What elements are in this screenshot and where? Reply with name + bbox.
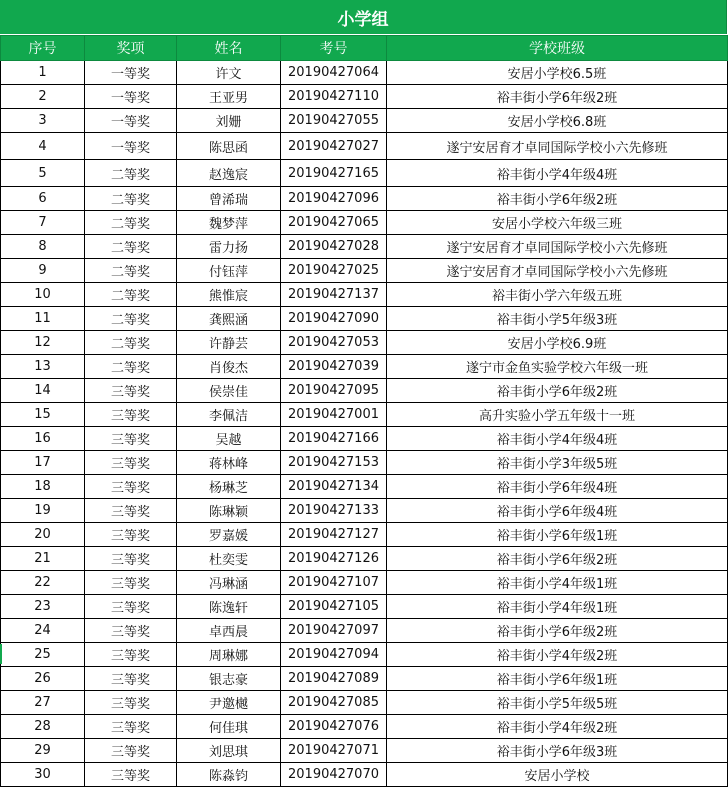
cell-name[interactable]: 杜奕雯 [177, 547, 281, 571]
table-row [1, 691, 728, 715]
cell-name[interactable]: 吴越 [177, 427, 281, 451]
cell-index[interactable]: 20 [1, 523, 85, 547]
cell-name[interactable]: 付钰萍 [177, 259, 281, 283]
cell-exam-number[interactable]: 20190427039 [281, 355, 387, 379]
cell-school-class[interactable]: 安居小学校六年级三班 [387, 211, 728, 235]
cell-award[interactable]: 三等奖 [85, 451, 177, 475]
cell-award[interactable]: 三等奖 [85, 595, 177, 619]
table-row [1, 547, 728, 571]
table-row [1, 307, 728, 331]
cell-exam-number[interactable]: 20190427055 [281, 109, 387, 133]
cell-exam-number[interactable]: 20190427085 [281, 691, 387, 715]
cell-exam-number[interactable]: 20190427105 [281, 595, 387, 619]
cell-index[interactable]: 6 [1, 187, 85, 211]
cell-exam-number[interactable]: 20190427137 [281, 283, 387, 307]
cell-index[interactable]: 5 [1, 160, 85, 187]
cell-index[interactable]: 14 [1, 379, 85, 403]
cell-exam-number[interactable]: 20190427071 [281, 739, 387, 763]
header-cell-award[interactable]: 奖项 [85, 36, 177, 61]
cell-name[interactable]: 杨琳芝 [177, 475, 281, 499]
cell-award[interactable]: 二等奖 [85, 187, 177, 211]
cell-exam-number[interactable]: 20190427166 [281, 427, 387, 451]
cell-school-class[interactable]: 高升实验小学五年级十一班 [387, 403, 728, 427]
table-row [1, 259, 728, 283]
cell-school-class[interactable]: 安居小学校 [387, 763, 728, 787]
cell-index[interactable]: 30 [1, 763, 85, 787]
cell-index[interactable]: 12 [1, 331, 85, 355]
cell-award[interactable]: 三等奖 [85, 571, 177, 595]
cell-name[interactable]: 魏梦萍 [177, 211, 281, 235]
cell-school-class[interactable]: 裕丰街小学5年级3班 [387, 307, 728, 331]
cell-index[interactable]: 19 [1, 499, 85, 523]
cell-award[interactable]: 三等奖 [85, 619, 177, 643]
cell-name[interactable]: 刘思琪 [177, 739, 281, 763]
cell-school-class[interactable]: 安居小学校6.5班 [387, 61, 728, 85]
cell-school-class[interactable]: 裕丰街小学6年级1班 [387, 667, 728, 691]
table-row [1, 160, 728, 187]
cell-index[interactable]: 21 [1, 547, 85, 571]
table-row [1, 331, 728, 355]
cell-exam-number[interactable]: 20190427065 [281, 211, 387, 235]
cell-index[interactable]: 10 [1, 283, 85, 307]
cell-name[interactable]: 陈思函 [177, 133, 281, 160]
cell-name[interactable]: 冯琳涵 [177, 571, 281, 595]
cell-award[interactable]: 三等奖 [85, 691, 177, 715]
cell-school-class[interactable]: 安居小学校6.9班 [387, 331, 728, 355]
cell-award[interactable]: 二等奖 [85, 160, 177, 187]
cell-index[interactable]: 3 [1, 109, 85, 133]
cell-award[interactable]: 三等奖 [85, 523, 177, 547]
cell-exam-number[interactable]: 20190427001 [281, 403, 387, 427]
cell-school-class[interactable]: 裕丰街小学5年级5班 [387, 691, 728, 715]
cell-exam-number[interactable]: 20190427153 [281, 451, 387, 475]
cell-index[interactable]: 4 [1, 133, 85, 160]
header-cell-index[interactable]: 序号 [1, 36, 85, 61]
header-cell-school-class[interactable]: 学校班级 [387, 36, 728, 61]
cell-exam-number[interactable]: 20190427096 [281, 187, 387, 211]
cell-award[interactable]: 三等奖 [85, 427, 177, 451]
cell-award[interactable]: 二等奖 [85, 211, 177, 235]
cell-award[interactable]: 二等奖 [85, 355, 177, 379]
cell-school-class[interactable]: 遂宁市金鱼实验学校六年级一班 [387, 355, 728, 379]
cell-school-class[interactable]: 裕丰街小学4年级4班 [387, 427, 728, 451]
table-row [1, 355, 728, 379]
cell-name[interactable]: 尹邀樾 [177, 691, 281, 715]
cell-exam-number[interactable]: 20190427107 [281, 571, 387, 595]
table-row [1, 739, 728, 763]
cell-school-class[interactable]: 裕丰街小学4年级4班 [387, 160, 728, 187]
cell-index[interactable]: 22 [1, 571, 85, 595]
cell-award[interactable]: 一等奖 [85, 61, 177, 85]
cell-index[interactable]: 2 [1, 85, 85, 109]
cell-exam-number[interactable]: 20190427070 [281, 763, 387, 787]
cell-name[interactable]: 许文 [177, 61, 281, 85]
cell-name[interactable]: 周琳娜 [177, 643, 281, 667]
cell-award[interactable]: 二等奖 [85, 331, 177, 355]
cell-school-class[interactable]: 裕丰街小学6年级2班 [387, 619, 728, 643]
cell-index[interactable]: 17 [1, 451, 85, 475]
cell-name[interactable]: 曾浠瑞 [177, 187, 281, 211]
header-cell-exam-number[interactable]: 考号 [281, 36, 387, 61]
cell-award[interactable]: 二等奖 [85, 235, 177, 259]
cell-school-class[interactable]: 裕丰街小学4年级1班 [387, 595, 728, 619]
cell-school-class[interactable]: 裕丰街小学3年级5班 [387, 451, 728, 475]
cell-name[interactable]: 肖俊杰 [177, 355, 281, 379]
cell-name[interactable]: 刘姗 [177, 109, 281, 133]
results-table [0, 35, 728, 787]
cell-award[interactable]: 三等奖 [85, 499, 177, 523]
cell-award[interactable]: 三等奖 [85, 667, 177, 691]
cell-school-class[interactable]: 裕丰街小学4年级2班 [387, 715, 728, 739]
cell-name[interactable]: 赵逸宸 [177, 160, 281, 187]
cell-award[interactable]: 三等奖 [85, 475, 177, 499]
table-row [1, 571, 728, 595]
cell-name[interactable]: 陈逸轩 [177, 595, 281, 619]
cell-school-class[interactable]: 裕丰街小学6年级2班 [387, 379, 728, 403]
cell-index[interactable]: 16 [1, 427, 85, 451]
cell-name[interactable]: 王亚男 [177, 85, 281, 109]
cell-name[interactable]: 卓西晨 [177, 619, 281, 643]
cell-name[interactable]: 陈琳颖 [177, 499, 281, 523]
cell-school-class[interactable]: 裕丰街小学6年级3班 [387, 739, 728, 763]
cell-award[interactable]: 三等奖 [85, 715, 177, 739]
table-row [1, 211, 728, 235]
table-body [1, 61, 728, 787]
table-row [1, 187, 728, 211]
cell-index[interactable]: 11 [1, 307, 85, 331]
cell-exam-number[interactable]: 20190427097 [281, 619, 387, 643]
sheet-title[interactable]: 小学组 [0, 0, 727, 34]
table-row [1, 85, 728, 109]
cell-award[interactable]: 三等奖 [85, 547, 177, 571]
table-row [1, 595, 728, 619]
header-cell-name[interactable]: 姓名 [177, 36, 281, 61]
cell-index[interactable]: 7 [1, 211, 85, 235]
cell-school-class[interactable]: 遂宁安居育才卓同国际学校小六先修班 [387, 133, 728, 160]
cell-index[interactable]: 15 [1, 403, 85, 427]
cell-index[interactable]: 8 [1, 235, 85, 259]
cell-school-class[interactable]: 裕丰街小学6年级4班 [387, 475, 728, 499]
cell-award[interactable]: 三等奖 [85, 379, 177, 403]
table-row [1, 763, 728, 787]
cell-exam-number[interactable]: 20190427095 [281, 379, 387, 403]
table-row [1, 109, 728, 133]
cell-school-class[interactable]: 裕丰街小学6年级2班 [387, 547, 728, 571]
cell-name[interactable]: 许静芸 [177, 331, 281, 355]
table-row [1, 427, 728, 451]
cell-index[interactable]: 23 [1, 595, 85, 619]
table-row [1, 451, 728, 475]
cell-name[interactable]: 侯崇佳 [177, 379, 281, 403]
table-row [1, 133, 728, 160]
cell-exam-number[interactable]: 20190427027 [281, 133, 387, 160]
cell-award[interactable]: 三等奖 [85, 403, 177, 427]
cell-school-class[interactable]: 裕丰街小学6年级1班 [387, 523, 728, 547]
table-row [1, 283, 728, 307]
cell-school-class[interactable]: 遂宁安居育才卓同国际学校小六先修班 [387, 259, 728, 283]
cell-exam-number[interactable]: 20190427064 [281, 61, 387, 85]
cell-index[interactable]: 27 [1, 691, 85, 715]
cell-award[interactable]: 三等奖 [85, 739, 177, 763]
cell-index[interactable]: 9 [1, 259, 85, 283]
cell-name[interactable]: 熊惟宸 [177, 283, 281, 307]
cell-name[interactable]: 李佩洁 [177, 403, 281, 427]
cell-exam-number[interactable]: 20190427053 [281, 331, 387, 355]
cell-award[interactable]: 二等奖 [85, 259, 177, 283]
cell-name[interactable]: 蒋林峰 [177, 451, 281, 475]
cell-exam-number[interactable]: 20190427127 [281, 523, 387, 547]
table-row [1, 619, 728, 643]
cell-award[interactable]: 三等奖 [85, 763, 177, 787]
cell-index[interactable]: 26 [1, 667, 85, 691]
cell-exam-number[interactable]: 20190427165 [281, 160, 387, 187]
cell-name[interactable]: 龚熙涵 [177, 307, 281, 331]
cell-exam-number[interactable]: 20190427110 [281, 85, 387, 109]
cell-name[interactable]: 雷力扬 [177, 235, 281, 259]
header-row [1, 36, 728, 61]
cell-index[interactable]: 29 [1, 739, 85, 763]
cell-exam-number[interactable]: 20190427090 [281, 307, 387, 331]
table-row [1, 715, 728, 739]
table-row [1, 475, 728, 499]
cell-school-class[interactable]: 裕丰街小学6年级2班 [387, 85, 728, 109]
cell-name[interactable]: 银志豪 [177, 667, 281, 691]
cell-award[interactable]: 三等奖 [85, 643, 177, 667]
cell-award[interactable]: 一等奖 [85, 109, 177, 133]
cell-school-class[interactable]: 裕丰街小学六年级五班 [387, 283, 728, 307]
cell-award[interactable]: 二等奖 [85, 283, 177, 307]
table-row [1, 61, 728, 85]
cell-exam-number[interactable]: 20190427134 [281, 475, 387, 499]
cell-school-class[interactable]: 裕丰街小学6年级4班 [387, 499, 728, 523]
cell-school-class[interactable]: 裕丰街小学4年级2班 [387, 643, 728, 667]
cell-index[interactable]: 24 [1, 619, 85, 643]
cell-exam-number[interactable]: 20190427094 [281, 643, 387, 667]
table-row [1, 643, 728, 667]
table-row [1, 499, 728, 523]
table-row [1, 235, 728, 259]
cell-award[interactable]: 一等奖 [85, 85, 177, 109]
cell-exam-number[interactable]: 20190427076 [281, 715, 387, 739]
cell-index[interactable]: 25 [1, 643, 85, 667]
cell-index[interactable]: 28 [1, 715, 85, 739]
cell-exam-number[interactable]: 20190427028 [281, 235, 387, 259]
cell-exam-number[interactable]: 20190427025 [281, 259, 387, 283]
cell-exam-number[interactable]: 20190427089 [281, 667, 387, 691]
cell-school-class[interactable]: 裕丰街小学4年级1班 [387, 571, 728, 595]
cell-school-class[interactable]: 安居小学校6.8班 [387, 109, 728, 133]
cell-name[interactable]: 陈淼钧 [177, 763, 281, 787]
cell-award[interactable]: 一等奖 [85, 133, 177, 160]
cell-name[interactable]: 何佳琪 [177, 715, 281, 739]
cell-name[interactable]: 罗嘉媛 [177, 523, 281, 547]
cell-index[interactable]: 13 [1, 355, 85, 379]
cell-exam-number[interactable]: 20190427126 [281, 547, 387, 571]
selection-edge-marker [0, 644, 2, 664]
table-row [1, 523, 728, 547]
cell-school-class[interactable]: 遂宁安居育才卓同国际学校小六先修班 [387, 235, 728, 259]
cell-award[interactable]: 二等奖 [85, 307, 177, 331]
cell-index[interactable]: 18 [1, 475, 85, 499]
table-row [1, 379, 728, 403]
table-row [1, 403, 728, 427]
cell-index[interactable]: 1 [1, 61, 85, 85]
cell-exam-number[interactable]: 20190427133 [281, 499, 387, 523]
cell-school-class[interactable]: 裕丰街小学6年级2班 [387, 187, 728, 211]
table-row [1, 667, 728, 691]
